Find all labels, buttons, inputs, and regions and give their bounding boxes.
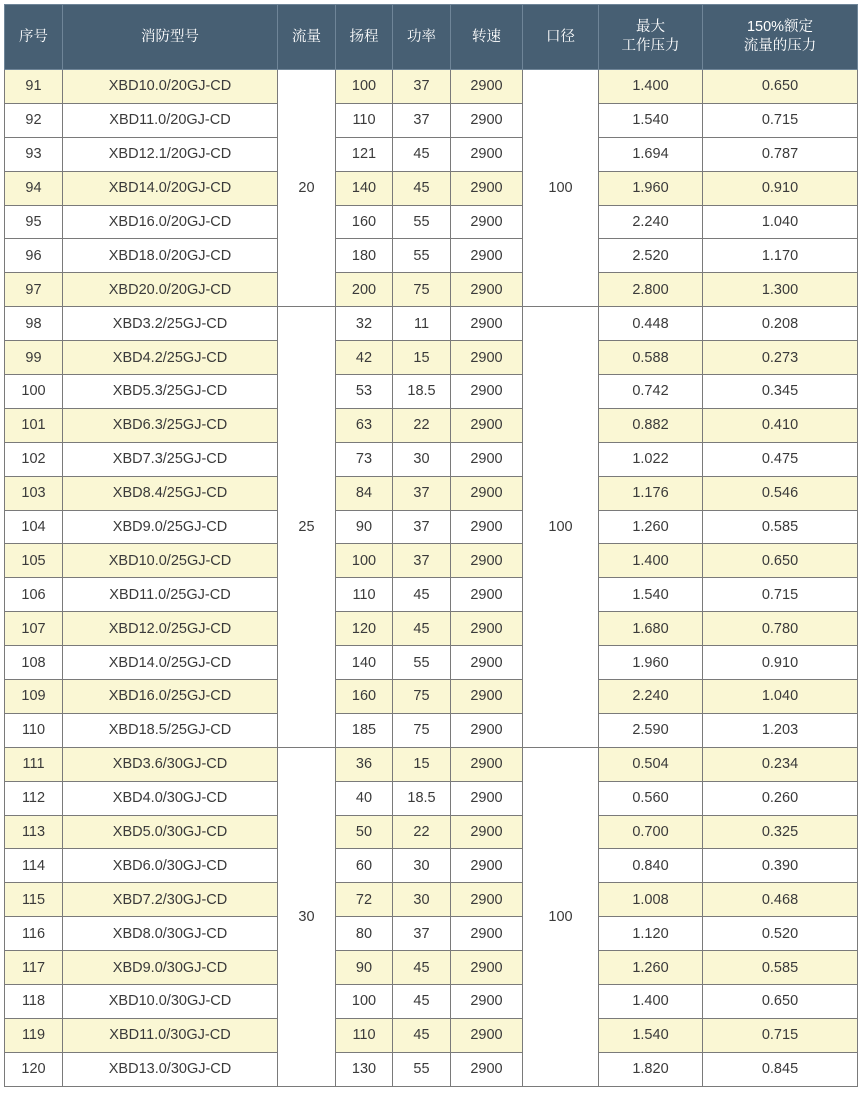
cell-bore: 100 xyxy=(523,307,599,748)
cell-max-pressure: 1.960 xyxy=(599,646,703,680)
header-rated-pressure-line1: 150%额定 xyxy=(746,19,814,35)
cell-index: 110 xyxy=(5,713,63,747)
cell-max-pressure: 1.694 xyxy=(599,137,703,171)
cell-model: XBD13.0/30GJ-CD xyxy=(63,1052,278,1086)
cell-speed: 2900 xyxy=(451,747,523,781)
cell-flow: 20 xyxy=(278,70,336,307)
cell-model: XBD11.0/30GJ-CD xyxy=(63,1018,278,1052)
cell-power: 45 xyxy=(393,1018,451,1052)
header-head: 扬程 xyxy=(336,5,393,70)
cell-speed: 2900 xyxy=(451,442,523,476)
cell-power: 22 xyxy=(393,815,451,849)
table-header xyxy=(5,5,858,70)
table-row xyxy=(5,307,858,341)
cell-index: 108 xyxy=(5,646,63,680)
cell-rated-pressure: 0.208 xyxy=(703,307,858,341)
cell-speed: 2900 xyxy=(451,612,523,646)
cell-speed: 2900 xyxy=(451,476,523,510)
cell-model: XBD18.5/25GJ-CD xyxy=(63,713,278,747)
cell-max-pressure: 1.022 xyxy=(599,442,703,476)
cell-power: 30 xyxy=(393,883,451,917)
cell-speed: 2900 xyxy=(451,849,523,883)
cell-model: XBD4.0/30GJ-CD xyxy=(63,781,278,815)
cell-head: 90 xyxy=(336,510,393,544)
cell-max-pressure: 1.540 xyxy=(599,578,703,612)
cell-model: XBD14.0/20GJ-CD xyxy=(63,171,278,205)
cell-index: 118 xyxy=(5,985,63,1019)
cell-index: 95 xyxy=(5,205,63,239)
table-row xyxy=(5,137,858,171)
cell-rated-pressure: 0.585 xyxy=(703,951,858,985)
cell-speed: 2900 xyxy=(451,917,523,951)
cell-head: 120 xyxy=(336,612,393,646)
cell-speed: 2900 xyxy=(451,307,523,341)
cell-max-pressure: 1.400 xyxy=(599,70,703,104)
cell-power: 45 xyxy=(393,951,451,985)
header-model: 消防型号 xyxy=(63,5,278,70)
table-row xyxy=(5,1018,858,1052)
cell-power: 37 xyxy=(393,476,451,510)
cell-rated-pressure: 0.910 xyxy=(703,171,858,205)
cell-power: 45 xyxy=(393,171,451,205)
table-row xyxy=(5,273,858,307)
cell-max-pressure: 1.400 xyxy=(599,985,703,1019)
cell-speed: 2900 xyxy=(451,137,523,171)
cell-rated-pressure: 0.910 xyxy=(703,646,858,680)
cell-power: 37 xyxy=(393,917,451,951)
cell-speed: 2900 xyxy=(451,713,523,747)
table-row xyxy=(5,408,858,442)
cell-head: 100 xyxy=(336,544,393,578)
cell-power: 11 xyxy=(393,307,451,341)
cell-rated-pressure: 1.040 xyxy=(703,205,858,239)
cell-max-pressure: 1.176 xyxy=(599,476,703,510)
header-max-pressure xyxy=(599,5,703,70)
table-row xyxy=(5,815,858,849)
cell-max-pressure: 1.400 xyxy=(599,544,703,578)
cell-speed: 2900 xyxy=(451,680,523,714)
cell-head: 50 xyxy=(336,815,393,849)
header-rated-pressure-line2: 流量的压力 xyxy=(743,38,817,54)
cell-head: 130 xyxy=(336,1052,393,1086)
cell-head: 63 xyxy=(336,408,393,442)
cell-head: 140 xyxy=(336,646,393,680)
cell-max-pressure: 1.960 xyxy=(599,171,703,205)
cell-max-pressure: 1.540 xyxy=(599,103,703,137)
table-row xyxy=(5,1052,858,1086)
cell-model: XBD10.0/25GJ-CD xyxy=(63,544,278,578)
cell-head: 185 xyxy=(336,713,393,747)
cell-max-pressure: 0.560 xyxy=(599,781,703,815)
cell-model: XBD11.0/20GJ-CD xyxy=(63,103,278,137)
cell-rated-pressure: 0.787 xyxy=(703,137,858,171)
cell-max-pressure: 0.588 xyxy=(599,341,703,375)
cell-model: XBD12.0/25GJ-CD xyxy=(63,612,278,646)
cell-rated-pressure: 0.650 xyxy=(703,70,858,104)
pump-spec-table xyxy=(4,4,858,1087)
cell-max-pressure: 0.448 xyxy=(599,307,703,341)
cell-speed: 2900 xyxy=(451,781,523,815)
cell-head: 110 xyxy=(336,103,393,137)
cell-model: XBD14.0/25GJ-CD xyxy=(63,646,278,680)
cell-max-pressure: 2.240 xyxy=(599,680,703,714)
cell-index: 96 xyxy=(5,239,63,273)
cell-model: XBD3.6/30GJ-CD xyxy=(63,747,278,781)
cell-speed: 2900 xyxy=(451,1018,523,1052)
cell-model: XBD6.0/30GJ-CD xyxy=(63,849,278,883)
cell-power: 37 xyxy=(393,544,451,578)
cell-model: XBD7.2/30GJ-CD xyxy=(63,883,278,917)
table-row xyxy=(5,646,858,680)
cell-rated-pressure: 0.715 xyxy=(703,1018,858,1052)
cell-power: 75 xyxy=(393,713,451,747)
cell-max-pressure: 2.520 xyxy=(599,239,703,273)
cell-index: 120 xyxy=(5,1052,63,1086)
table-row xyxy=(5,103,858,137)
cell-speed: 2900 xyxy=(451,510,523,544)
cell-head: 110 xyxy=(336,1018,393,1052)
cell-head: 140 xyxy=(336,171,393,205)
cell-power: 45 xyxy=(393,578,451,612)
cell-head: 90 xyxy=(336,951,393,985)
cell-max-pressure: 1.120 xyxy=(599,917,703,951)
header-power: 功率 xyxy=(393,5,451,70)
cell-head: 40 xyxy=(336,781,393,815)
cell-model: XBD6.3/25GJ-CD xyxy=(63,408,278,442)
cell-model: XBD10.0/20GJ-CD xyxy=(63,70,278,104)
cell-index: 100 xyxy=(5,375,63,409)
cell-speed: 2900 xyxy=(451,951,523,985)
cell-power: 55 xyxy=(393,205,451,239)
cell-index: 102 xyxy=(5,442,63,476)
cell-speed: 2900 xyxy=(451,408,523,442)
cell-rated-pressure: 0.650 xyxy=(703,544,858,578)
cell-power: 45 xyxy=(393,137,451,171)
cell-power: 55 xyxy=(393,646,451,680)
header-row xyxy=(5,5,858,70)
cell-speed: 2900 xyxy=(451,171,523,205)
cell-speed: 2900 xyxy=(451,1052,523,1086)
table-row xyxy=(5,205,858,239)
cell-rated-pressure: 0.520 xyxy=(703,917,858,951)
cell-index: 109 xyxy=(5,680,63,714)
cell-index: 97 xyxy=(5,273,63,307)
cell-head: 100 xyxy=(336,70,393,104)
cell-speed: 2900 xyxy=(451,205,523,239)
cell-rated-pressure: 0.390 xyxy=(703,849,858,883)
cell-power: 18.5 xyxy=(393,781,451,815)
cell-index: 105 xyxy=(5,544,63,578)
cell-index: 113 xyxy=(5,815,63,849)
table-row xyxy=(5,917,858,951)
table-row xyxy=(5,747,858,781)
table-row xyxy=(5,239,858,273)
cell-head: 160 xyxy=(336,680,393,714)
cell-rated-pressure: 0.650 xyxy=(703,985,858,1019)
cell-rated-pressure: 1.040 xyxy=(703,680,858,714)
table-row xyxy=(5,713,858,747)
cell-index: 103 xyxy=(5,476,63,510)
cell-rated-pressure: 1.300 xyxy=(703,273,858,307)
cell-max-pressure: 1.820 xyxy=(599,1052,703,1086)
cell-head: 121 xyxy=(336,137,393,171)
cell-model: XBD18.0/20GJ-CD xyxy=(63,239,278,273)
table-body xyxy=(5,70,858,1087)
cell-index: 93 xyxy=(5,137,63,171)
cell-rated-pressure: 0.546 xyxy=(703,476,858,510)
cell-max-pressure: 1.260 xyxy=(599,510,703,544)
cell-rated-pressure: 0.273 xyxy=(703,341,858,375)
cell-head: 60 xyxy=(336,849,393,883)
cell-model: XBD8.4/25GJ-CD xyxy=(63,476,278,510)
cell-model: XBD11.0/25GJ-CD xyxy=(63,578,278,612)
cell-speed: 2900 xyxy=(451,341,523,375)
header-bore: 口径 xyxy=(523,5,599,70)
cell-max-pressure: 2.240 xyxy=(599,205,703,239)
cell-index: 106 xyxy=(5,578,63,612)
table-row xyxy=(5,951,858,985)
table-row xyxy=(5,171,858,205)
cell-index: 114 xyxy=(5,849,63,883)
table-row xyxy=(5,341,858,375)
cell-max-pressure: 1.680 xyxy=(599,612,703,646)
cell-speed: 2900 xyxy=(451,273,523,307)
cell-rated-pressure: 0.260 xyxy=(703,781,858,815)
cell-power: 45 xyxy=(393,612,451,646)
cell-power: 45 xyxy=(393,985,451,1019)
cell-max-pressure: 1.008 xyxy=(599,883,703,917)
header-rated-pressure xyxy=(703,5,858,70)
cell-index: 117 xyxy=(5,951,63,985)
cell-index: 94 xyxy=(5,171,63,205)
cell-max-pressure: 0.882 xyxy=(599,408,703,442)
cell-rated-pressure: 0.468 xyxy=(703,883,858,917)
cell-model: XBD12.1/20GJ-CD xyxy=(63,137,278,171)
cell-speed: 2900 xyxy=(451,815,523,849)
cell-model: XBD9.0/30GJ-CD xyxy=(63,951,278,985)
cell-power: 75 xyxy=(393,680,451,714)
table-row xyxy=(5,680,858,714)
cell-head: 200 xyxy=(336,273,393,307)
header-speed: 转速 xyxy=(451,5,523,70)
cell-model: XBD16.0/25GJ-CD xyxy=(63,680,278,714)
cell-power: 30 xyxy=(393,849,451,883)
cell-index: 115 xyxy=(5,883,63,917)
cell-rated-pressure: 0.345 xyxy=(703,375,858,409)
cell-head: 32 xyxy=(336,307,393,341)
cell-flow: 30 xyxy=(278,747,336,1086)
cell-model: XBD4.2/25GJ-CD xyxy=(63,341,278,375)
table-row xyxy=(5,476,858,510)
cell-index: 104 xyxy=(5,510,63,544)
cell-index: 98 xyxy=(5,307,63,341)
cell-head: 110 xyxy=(336,578,393,612)
cell-speed: 2900 xyxy=(451,578,523,612)
cell-rated-pressure: 0.780 xyxy=(703,612,858,646)
cell-model: XBD3.2/25GJ-CD xyxy=(63,307,278,341)
cell-max-pressure: 1.540 xyxy=(599,1018,703,1052)
cell-model: XBD7.3/25GJ-CD xyxy=(63,442,278,476)
table-row xyxy=(5,781,858,815)
cell-index: 107 xyxy=(5,612,63,646)
cell-rated-pressure: 0.585 xyxy=(703,510,858,544)
cell-power: 75 xyxy=(393,273,451,307)
cell-index: 119 xyxy=(5,1018,63,1052)
cell-power: 55 xyxy=(393,239,451,273)
cell-rated-pressure: 0.410 xyxy=(703,408,858,442)
cell-rated-pressure: 0.715 xyxy=(703,578,858,612)
cell-power: 30 xyxy=(393,442,451,476)
cell-model: XBD9.0/25GJ-CD xyxy=(63,510,278,544)
table-row xyxy=(5,442,858,476)
cell-rated-pressure: 0.715 xyxy=(703,103,858,137)
cell-max-pressure: 2.590 xyxy=(599,713,703,747)
pump-spec-table-container xyxy=(4,4,857,1087)
cell-speed: 2900 xyxy=(451,544,523,578)
cell-model: XBD5.0/30GJ-CD xyxy=(63,815,278,849)
cell-head: 160 xyxy=(336,205,393,239)
cell-power: 18.5 xyxy=(393,375,451,409)
cell-max-pressure: 0.742 xyxy=(599,375,703,409)
cell-flow: 25 xyxy=(278,307,336,748)
cell-model: XBD10.0/30GJ-CD xyxy=(63,985,278,1019)
cell-index: 111 xyxy=(5,747,63,781)
table-row xyxy=(5,578,858,612)
cell-head: 42 xyxy=(336,341,393,375)
cell-index: 101 xyxy=(5,408,63,442)
cell-power: 15 xyxy=(393,341,451,375)
cell-speed: 2900 xyxy=(451,985,523,1019)
cell-head: 73 xyxy=(336,442,393,476)
cell-power: 37 xyxy=(393,70,451,104)
cell-power: 22 xyxy=(393,408,451,442)
cell-index: 92 xyxy=(5,103,63,137)
table-row xyxy=(5,849,858,883)
cell-speed: 2900 xyxy=(451,883,523,917)
cell-rated-pressure: 1.170 xyxy=(703,239,858,273)
cell-max-pressure: 0.700 xyxy=(599,815,703,849)
header-max-pressure-line1: 最大 xyxy=(636,19,665,35)
cell-max-pressure: 0.840 xyxy=(599,849,703,883)
cell-model: XBD5.3/25GJ-CD xyxy=(63,375,278,409)
cell-power: 37 xyxy=(393,510,451,544)
header-flow: 流量 xyxy=(278,5,336,70)
cell-rated-pressure: 0.475 xyxy=(703,442,858,476)
cell-power: 15 xyxy=(393,747,451,781)
cell-head: 53 xyxy=(336,375,393,409)
table-row xyxy=(5,510,858,544)
cell-power: 37 xyxy=(393,103,451,137)
cell-speed: 2900 xyxy=(451,646,523,680)
cell-rated-pressure: 1.203 xyxy=(703,713,858,747)
table-row xyxy=(5,375,858,409)
table-row xyxy=(5,544,858,578)
cell-bore: 100 xyxy=(523,70,599,307)
cell-head: 80 xyxy=(336,917,393,951)
cell-max-pressure: 0.504 xyxy=(599,747,703,781)
cell-head: 100 xyxy=(336,985,393,1019)
table-row xyxy=(5,883,858,917)
cell-speed: 2900 xyxy=(451,103,523,137)
cell-rated-pressure: 0.325 xyxy=(703,815,858,849)
cell-power: 55 xyxy=(393,1052,451,1086)
cell-speed: 2900 xyxy=(451,375,523,409)
cell-speed: 2900 xyxy=(451,239,523,273)
cell-head: 84 xyxy=(336,476,393,510)
header-max-pressure-line2: 工作压力 xyxy=(621,38,680,54)
cell-head: 72 xyxy=(336,883,393,917)
cell-speed: 2900 xyxy=(451,70,523,104)
cell-head: 36 xyxy=(336,747,393,781)
cell-index: 116 xyxy=(5,917,63,951)
cell-rated-pressure: 0.845 xyxy=(703,1052,858,1086)
cell-model: XBD8.0/30GJ-CD xyxy=(63,917,278,951)
table-row xyxy=(5,612,858,646)
cell-bore: 100 xyxy=(523,747,599,1086)
table-row xyxy=(5,985,858,1019)
table-row xyxy=(5,70,858,104)
cell-index: 91 xyxy=(5,70,63,104)
cell-head: 180 xyxy=(336,239,393,273)
cell-max-pressure: 1.260 xyxy=(599,951,703,985)
cell-model: XBD16.0/20GJ-CD xyxy=(63,205,278,239)
header-index: 序号 xyxy=(5,5,63,70)
cell-max-pressure: 2.800 xyxy=(599,273,703,307)
cell-index: 99 xyxy=(5,341,63,375)
cell-rated-pressure: 0.234 xyxy=(703,747,858,781)
cell-index: 112 xyxy=(5,781,63,815)
cell-model: XBD20.0/20GJ-CD xyxy=(63,273,278,307)
